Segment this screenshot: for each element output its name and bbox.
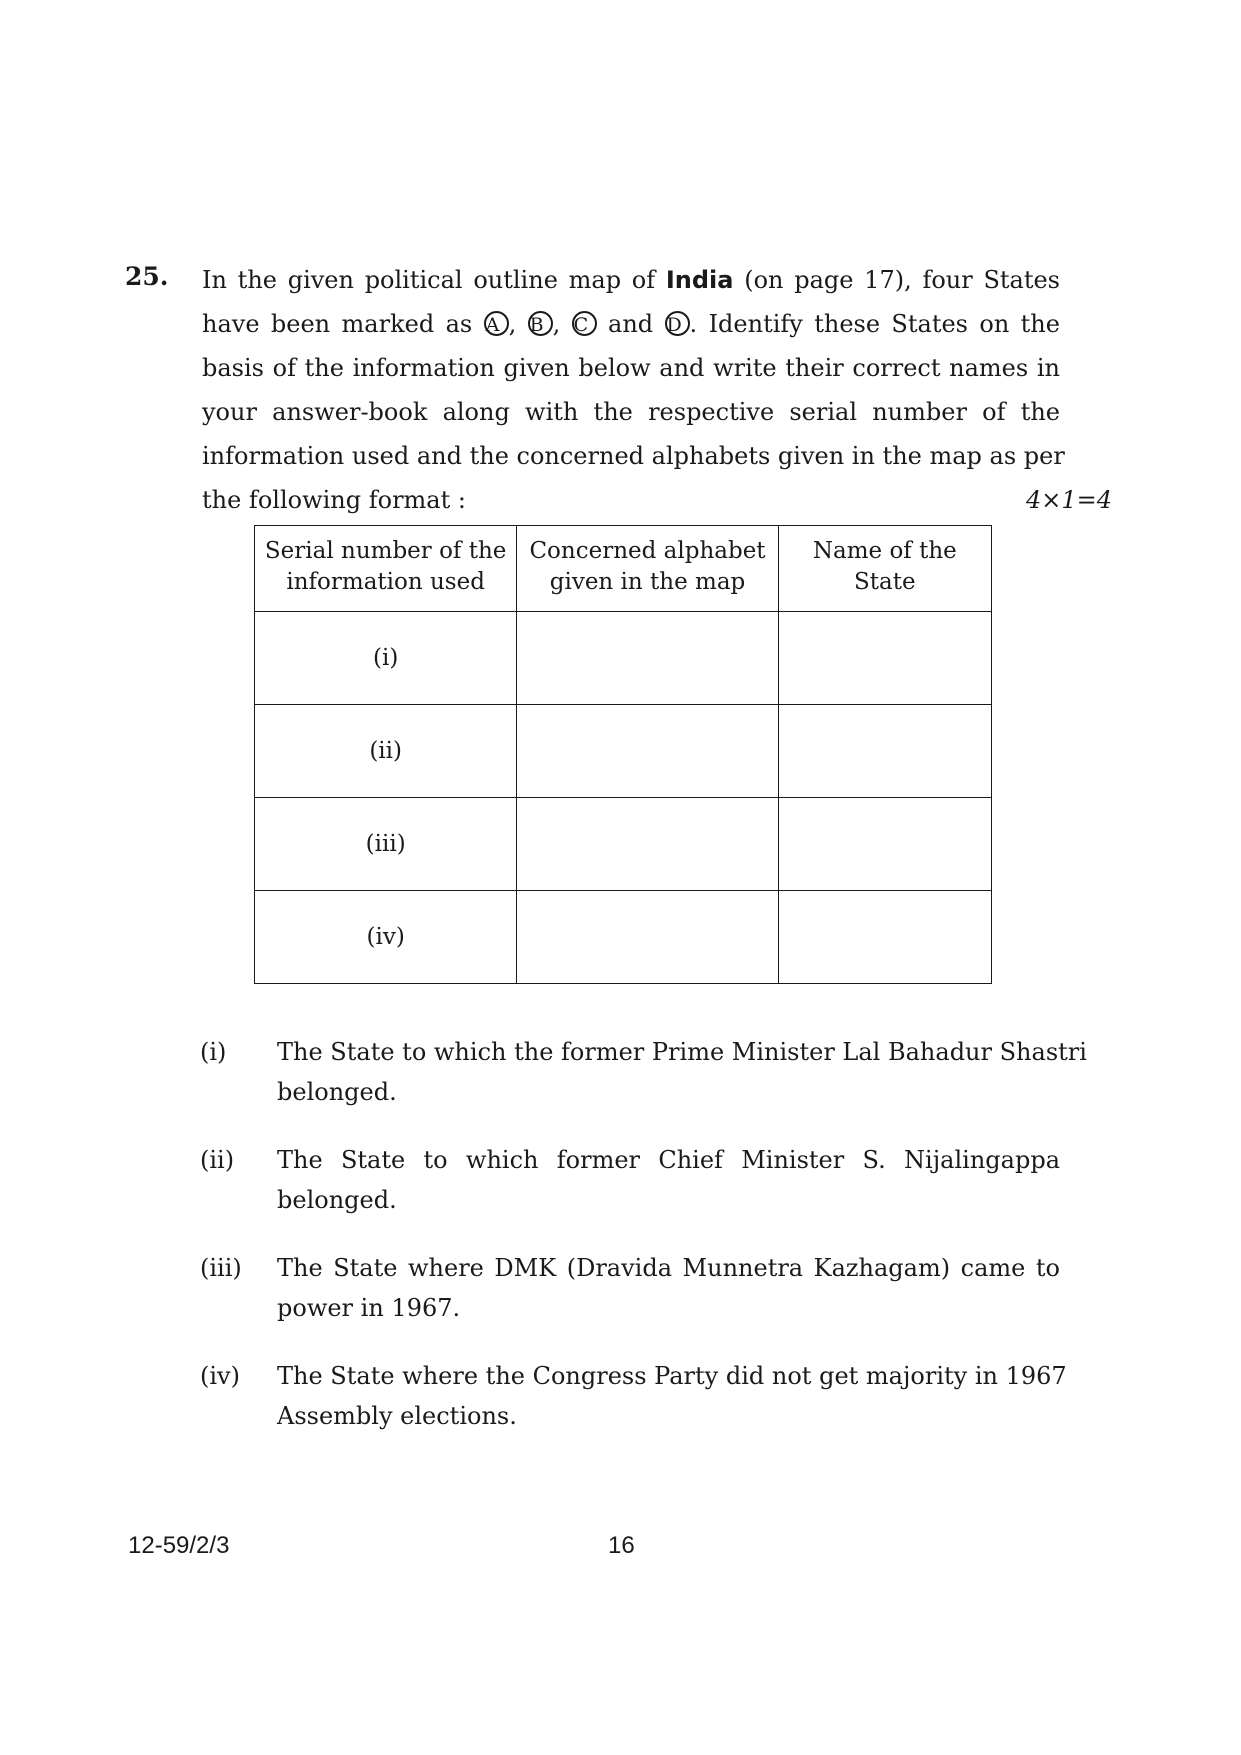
information-item bbox=[200, 1032, 1087, 1112]
answer-format-table bbox=[254, 525, 992, 984]
row-alphabet-cell bbox=[517, 612, 778, 705]
table-header-row bbox=[255, 526, 992, 612]
question-line-6: the following format : 4×1=4 bbox=[202, 478, 1060, 522]
row-state-cell bbox=[778, 891, 991, 984]
country-name: India bbox=[665, 266, 734, 294]
information-text: The State where DMK (Dravida Munnetra Kazhagam) came to bbox=[277, 1254, 1060, 1282]
marks-allocation: 4×1=4 bbox=[1025, 486, 1112, 514]
table-row bbox=[255, 891, 992, 984]
header-concerned-alphabet: Concerned alphabet given in the map bbox=[517, 526, 778, 612]
row-serial: (ii) bbox=[255, 705, 517, 798]
information-item bbox=[200, 1140, 1060, 1220]
header-state-name: Name of the State bbox=[778, 526, 991, 612]
question-line-4: your answer-book along with the respective serial number of the bbox=[202, 398, 1060, 426]
table-row bbox=[255, 798, 992, 891]
row-state-cell bbox=[778, 612, 991, 705]
information-label: (i) bbox=[200, 1038, 227, 1066]
information-text-continued: power in 1967. bbox=[277, 1294, 461, 1322]
marker-d-symbol: D bbox=[665, 311, 690, 336]
question-line-5: information used and the concerned alphabets given in the map as per bbox=[202, 442, 1065, 470]
row-serial: (i) bbox=[255, 612, 517, 705]
information-label: (iii) bbox=[200, 1254, 242, 1282]
marker-c-symbol: C bbox=[572, 311, 597, 336]
row-serial: (iv) bbox=[255, 891, 517, 984]
marker-b-symbol: B bbox=[528, 311, 553, 336]
question-line-3: basis of the information given below and write their correct names in bbox=[202, 354, 1060, 382]
row-alphabet-cell bbox=[517, 705, 778, 798]
information-label: (iv) bbox=[200, 1362, 240, 1390]
row-alphabet-cell bbox=[517, 891, 778, 984]
information-text: The State where the Congress Party did not get majority in 1967 bbox=[277, 1362, 1067, 1390]
question-number: 25. bbox=[125, 262, 169, 291]
table-row bbox=[255, 612, 992, 705]
paper-code: 12-59/2/3 bbox=[128, 1532, 230, 1559]
information-text-continued: Assembly elections. bbox=[277, 1402, 517, 1430]
row-state-cell bbox=[778, 705, 991, 798]
information-label: (ii) bbox=[200, 1146, 235, 1174]
information-item bbox=[200, 1356, 1067, 1436]
information-item bbox=[200, 1248, 1060, 1328]
information-text: The State to which former Chief Minister S. Nijalingappa bbox=[277, 1146, 1060, 1174]
row-alphabet-cell bbox=[517, 798, 778, 891]
marker-a-symbol: A bbox=[484, 311, 509, 336]
question-line-1: In the given political outline map of India (on page 17), four States bbox=[202, 266, 1060, 294]
page-number: 16 bbox=[608, 1532, 635, 1559]
information-text-continued: belonged. bbox=[277, 1186, 397, 1214]
information-text-continued: belonged. bbox=[277, 1078, 397, 1106]
information-text: The State to which the former Prime Minister Lal Bahadur Shastri bbox=[277, 1038, 1087, 1066]
table-row bbox=[255, 705, 992, 798]
row-serial: (iii) bbox=[255, 798, 517, 891]
header-serial-number: Serial number of the information used bbox=[255, 526, 517, 612]
question-line-2: have been marked as A , B , C and D . Identify these States on the bbox=[202, 310, 1060, 338]
question-text bbox=[202, 258, 1112, 522]
row-state-cell bbox=[778, 798, 991, 891]
